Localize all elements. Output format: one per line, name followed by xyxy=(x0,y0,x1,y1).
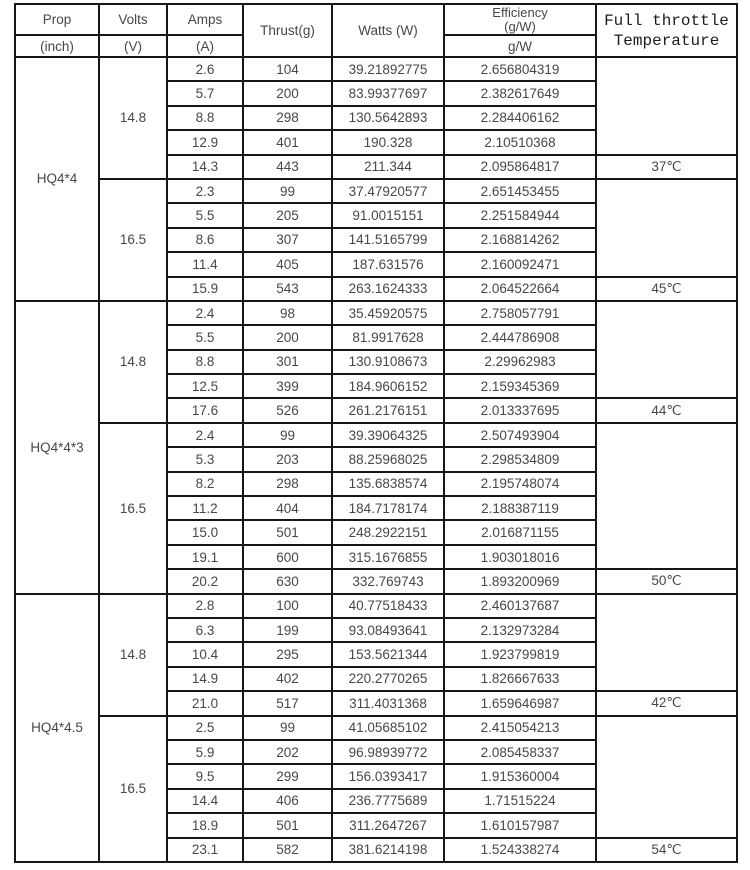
watts-cell: 184.9606152 xyxy=(332,374,444,398)
thrust-cell: 200 xyxy=(243,81,332,105)
amps-cell: 2.4 xyxy=(167,423,243,447)
header-volts-unit: (V) xyxy=(99,35,167,57)
header-efficiency-line1: Efficiency xyxy=(492,4,548,20)
watts-cell: 130.5642893 xyxy=(332,106,444,130)
watts-cell: 81.9917628 xyxy=(332,325,444,349)
prop-cell: HQ4*4*3 xyxy=(15,301,99,594)
efficiency-cell: 2.415054213 xyxy=(444,716,596,740)
watts-cell: 211.344 xyxy=(332,155,444,179)
watts-cell: 153.5621344 xyxy=(332,642,444,666)
header-watts-label: Watts (W) xyxy=(332,4,444,57)
watts-cell: 332.769743 xyxy=(332,569,444,593)
thrust-cell: 402 xyxy=(243,667,332,691)
efficiency-cell: 2.159345369 xyxy=(444,374,596,398)
watts-cell: 220.2770265 xyxy=(332,667,444,691)
watts-cell: 184.7178174 xyxy=(332,496,444,520)
watts-cell: 381.6214198 xyxy=(332,838,444,862)
efficiency-cell: 2.085458337 xyxy=(444,740,596,764)
header-efficiency-label xyxy=(444,4,596,35)
amps-cell: 2.5 xyxy=(167,716,243,740)
thrust-cell: 406 xyxy=(243,789,332,813)
efficiency-cell: 2.168814262 xyxy=(444,228,596,252)
volts-cell: 16.5 xyxy=(99,716,167,862)
temperature-cell: 45℃ xyxy=(596,277,737,301)
watts-cell: 141.5165799 xyxy=(332,228,444,252)
thrust-cell: 99 xyxy=(243,423,332,447)
temperature-cell: 42℃ xyxy=(596,691,737,715)
amps-cell: 2.6 xyxy=(167,57,243,81)
watts-cell: 190.328 xyxy=(332,130,444,154)
header-efficiency-line2: (g/W) xyxy=(504,18,536,34)
amps-cell: 5.3 xyxy=(167,447,243,471)
thrust-cell: 401 xyxy=(243,130,332,154)
efficiency-cell: 2.382617649 xyxy=(444,81,596,105)
thrust-cell: 200 xyxy=(243,325,332,349)
thrust-cell: 517 xyxy=(243,691,332,715)
amps-cell: 17.6 xyxy=(167,398,243,422)
watts-cell: 263.1624333 xyxy=(332,277,444,301)
thrust-cell: 299 xyxy=(243,764,332,788)
thrust-cell: 307 xyxy=(243,228,332,252)
efficiency-cell: 2.444786908 xyxy=(444,325,596,349)
thrust-cell: 203 xyxy=(243,447,332,471)
watts-cell: 39.21892775 xyxy=(332,57,444,81)
amps-cell: 15.9 xyxy=(167,277,243,301)
temperature-empty-cell xyxy=(596,179,737,277)
amps-cell: 20.2 xyxy=(167,569,243,593)
thrust-cell: 199 xyxy=(243,618,332,642)
temperature-empty-cell xyxy=(596,423,737,569)
efficiency-cell: 2.095864817 xyxy=(444,155,596,179)
amps-cell: 18.9 xyxy=(167,813,243,837)
amps-cell: 14.9 xyxy=(167,667,243,691)
amps-cell: 2.3 xyxy=(167,179,243,203)
watts-cell: 311.2647267 xyxy=(332,813,444,837)
table-row xyxy=(15,423,737,447)
thrust-cell: 582 xyxy=(243,838,332,862)
watts-cell: 96.98939772 xyxy=(332,740,444,764)
thrust-cell: 399 xyxy=(243,374,332,398)
watts-cell: 130.9108673 xyxy=(332,350,444,374)
efficiency-cell: 1.923799819 xyxy=(444,642,596,666)
thrust-cell: 600 xyxy=(243,545,332,569)
thrust-cell: 202 xyxy=(243,740,332,764)
header-prop-label: Prop xyxy=(15,4,99,35)
watts-cell: 83.99377697 xyxy=(332,81,444,105)
watts-cell: 261.2176151 xyxy=(332,398,444,422)
amps-cell: 14.4 xyxy=(167,789,243,813)
efficiency-cell: 2.460137687 xyxy=(444,594,596,618)
temperature-empty-cell xyxy=(596,594,737,692)
efficiency-cell: 2.013337695 xyxy=(444,398,596,422)
efficiency-cell: 1.71515224 xyxy=(444,789,596,813)
temperature-cell: 37℃ xyxy=(596,155,737,179)
header-amps-label: Amps xyxy=(167,4,243,35)
table-row xyxy=(15,716,737,740)
thrust-cell: 501 xyxy=(243,813,332,837)
amps-cell: 8.8 xyxy=(167,350,243,374)
thrust-cell: 404 xyxy=(243,496,332,520)
table-header xyxy=(15,4,737,57)
amps-cell: 5.9 xyxy=(167,740,243,764)
amps-cell: 5.7 xyxy=(167,81,243,105)
volts-cell: 16.5 xyxy=(99,179,167,301)
thrust-cell: 301 xyxy=(243,350,332,374)
efficiency-cell: 2.651453455 xyxy=(444,179,596,203)
amps-cell: 23.1 xyxy=(167,838,243,862)
volts-cell: 14.8 xyxy=(99,57,167,179)
watts-cell: 315.1676855 xyxy=(332,545,444,569)
thrust-cell: 298 xyxy=(243,472,332,496)
amps-cell: 6.3 xyxy=(167,618,243,642)
amps-cell: 11.2 xyxy=(167,496,243,520)
efficiency-cell: 2.132973284 xyxy=(444,618,596,642)
thrust-cell: 526 xyxy=(243,398,332,422)
prop-cell: HQ4*4 xyxy=(15,57,99,301)
efficiency-cell: 2.160092471 xyxy=(444,252,596,276)
amps-cell: 12.5 xyxy=(167,374,243,398)
watts-cell: 311.4031368 xyxy=(332,691,444,715)
amps-cell: 5.5 xyxy=(167,203,243,227)
watts-cell: 88.25968025 xyxy=(332,447,444,471)
temperature-empty-cell xyxy=(596,301,737,399)
efficiency-cell: 2.656804319 xyxy=(444,57,596,81)
thrust-cell: 99 xyxy=(243,716,332,740)
efficiency-cell: 1.893200969 xyxy=(444,569,596,593)
efficiency-cell: 1.826667633 xyxy=(444,667,596,691)
thrust-cell: 298 xyxy=(243,106,332,130)
thrust-cell: 99 xyxy=(243,179,332,203)
watts-cell: 39.39064325 xyxy=(332,423,444,447)
thrust-cell: 405 xyxy=(243,252,332,276)
thrust-cell: 205 xyxy=(243,203,332,227)
watts-cell: 41.05685102 xyxy=(332,716,444,740)
efficiency-cell: 2.758057791 xyxy=(444,301,596,325)
watts-cell: 40.77518433 xyxy=(332,594,444,618)
thrust-cell: 104 xyxy=(243,57,332,81)
efficiency-cell: 1.524338274 xyxy=(444,838,596,862)
prop-cell: HQ4*4.5 xyxy=(15,594,99,862)
header-thrust-label: Thrust(g) xyxy=(243,4,332,57)
amps-cell: 8.2 xyxy=(167,472,243,496)
table-row xyxy=(15,179,737,203)
volts-cell: 14.8 xyxy=(99,301,167,423)
efficiency-cell: 1.903018016 xyxy=(444,545,596,569)
table-row xyxy=(15,301,737,325)
efficiency-cell: 1.915360004 xyxy=(444,764,596,788)
thrust-cell: 630 xyxy=(243,569,332,593)
amps-cell: 15.0 xyxy=(167,520,243,544)
table-row xyxy=(15,594,737,618)
amps-cell: 8.8 xyxy=(167,106,243,130)
watts-cell: 91.0015151 xyxy=(332,203,444,227)
thrust-cell: 100 xyxy=(243,594,332,618)
temperature-cell: 54℃ xyxy=(596,838,737,862)
amps-cell: 8.6 xyxy=(167,228,243,252)
watts-cell: 93.08493641 xyxy=(332,618,444,642)
efficiency-cell: 2.195748074 xyxy=(444,472,596,496)
efficiency-cell: 2.188387119 xyxy=(444,496,596,520)
efficiency-cell: 2.507493904 xyxy=(444,423,596,447)
watts-cell: 248.2922151 xyxy=(332,520,444,544)
efficiency-cell: 2.016871155 xyxy=(444,520,596,544)
thrust-cell: 443 xyxy=(243,155,332,179)
amps-cell: 2.8 xyxy=(167,594,243,618)
volts-cell: 16.5 xyxy=(99,423,167,594)
amps-cell: 14.3 xyxy=(167,155,243,179)
thrust-cell: 295 xyxy=(243,642,332,666)
amps-cell: 11.4 xyxy=(167,252,243,276)
thrust-cell: 501 xyxy=(243,520,332,544)
temperature-empty-cell xyxy=(596,57,737,155)
efficiency-cell: 2.064522664 xyxy=(444,277,596,301)
temperature-cell: 50℃ xyxy=(596,569,737,593)
efficiency-cell: 2.10510368 xyxy=(444,130,596,154)
table-row xyxy=(15,57,737,81)
watts-cell: 187.631576 xyxy=(332,252,444,276)
thrust-cell: 98 xyxy=(243,301,332,325)
header-efficiency-unit: g/W xyxy=(444,35,596,57)
efficiency-cell: 1.610157987 xyxy=(444,813,596,837)
amps-cell: 12.9 xyxy=(167,130,243,154)
header-temperature-line2: Temperature xyxy=(613,31,720,50)
amps-cell: 5.5 xyxy=(167,325,243,349)
header-row-labels xyxy=(15,4,737,35)
watts-cell: 35.45920575 xyxy=(332,301,444,325)
efficiency-cell: 2.251584944 xyxy=(444,203,596,227)
amps-cell: 9.5 xyxy=(167,764,243,788)
thrust-cell: 543 xyxy=(243,277,332,301)
amps-cell: 21.0 xyxy=(167,691,243,715)
table-body xyxy=(15,57,737,862)
temperature-cell: 44℃ xyxy=(596,398,737,422)
header-temperature-label xyxy=(596,4,737,57)
watts-cell: 236.7775689 xyxy=(332,789,444,813)
amps-cell: 2.4 xyxy=(167,301,243,325)
temperature-empty-cell xyxy=(596,716,737,838)
header-temperature-line1: Full throttle xyxy=(604,11,729,30)
watts-cell: 156.0393417 xyxy=(332,764,444,788)
watts-cell: 37.47920577 xyxy=(332,179,444,203)
header-prop-unit: (inch) xyxy=(15,35,99,57)
efficiency-cell: 2.298534809 xyxy=(444,447,596,471)
header-amps-unit: (A) xyxy=(167,35,243,57)
efficiency-cell: 1.659646987 xyxy=(444,691,596,715)
efficiency-cell: 2.284406162 xyxy=(444,106,596,130)
prop-test-data-table xyxy=(14,3,738,863)
volts-cell: 14.8 xyxy=(99,594,167,716)
amps-cell: 10.4 xyxy=(167,642,243,666)
watts-cell: 135.6838574 xyxy=(332,472,444,496)
efficiency-cell: 2.29962983 xyxy=(444,350,596,374)
amps-cell: 19.1 xyxy=(167,545,243,569)
header-volts-label: Volts xyxy=(99,4,167,35)
